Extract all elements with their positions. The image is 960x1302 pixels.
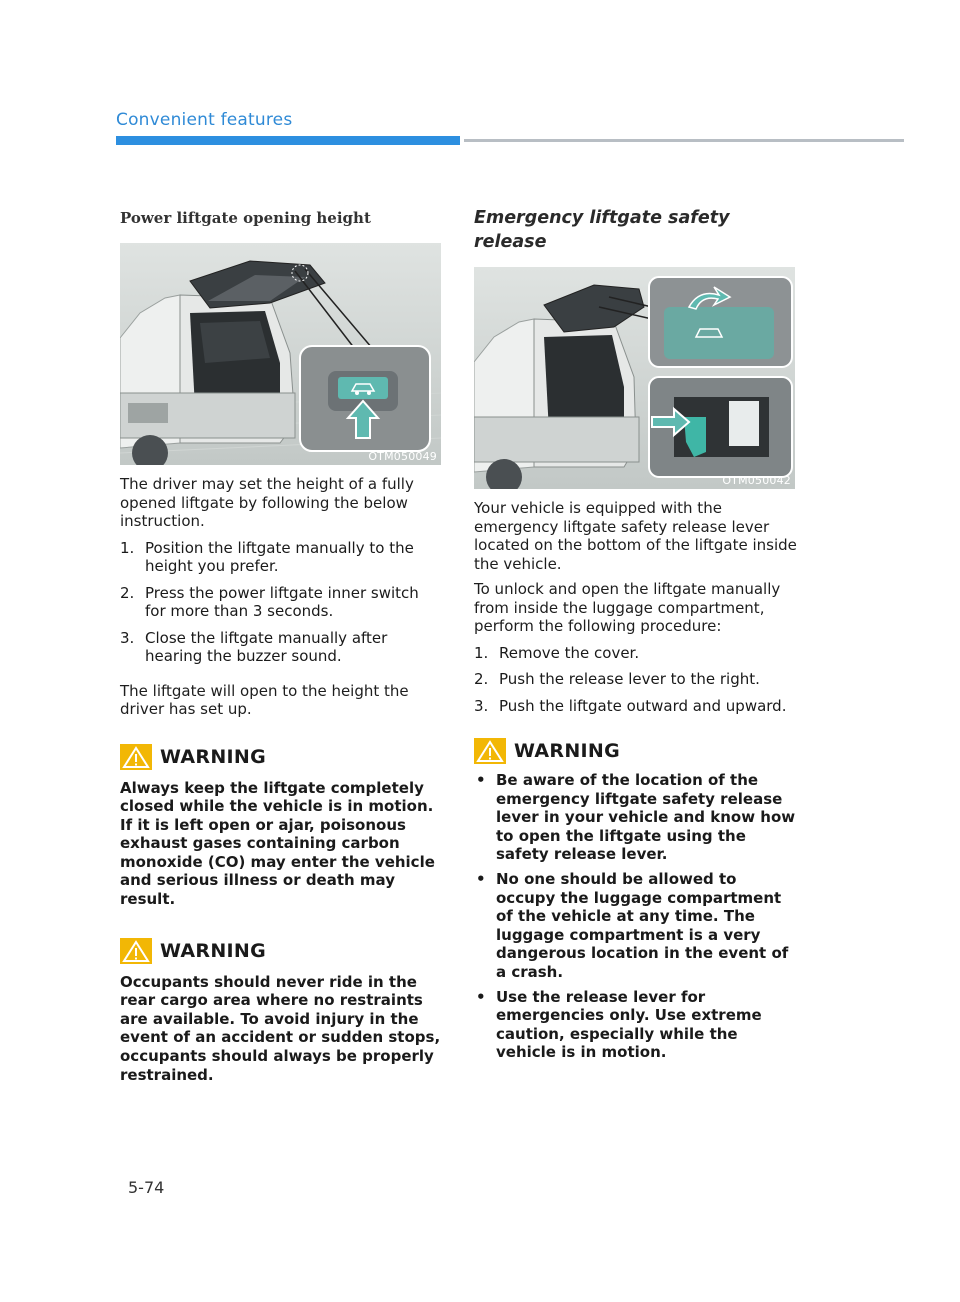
list-item: 1. Position the liftgate manually to the height you prefer. bbox=[120, 538, 414, 575]
header-accent-bar bbox=[116, 136, 460, 145]
warning-block bbox=[120, 937, 444, 1085]
warning-icon bbox=[474, 738, 506, 764]
outro-text: The liftgate will open to the height the driver has set up. bbox=[120, 681, 409, 718]
intro-text: Your vehicle is equipped with the emergency liftgate safety release lever located on the bottom of the liftgate inside the vehicle. bbox=[474, 499, 797, 573]
warning-text: Always keep the liftgate completely closed while the vehicle is in motion. If it is left open or ajar, poisonous exhaust gases containing carbon monoxide (CO) may enter the vehicle and serious illness or death may result. bbox=[120, 778, 435, 909]
list-item: • Be aware of the location of the emergency liftgate safety release lever in your vehicle and know how to open the liftgate using the safety release lever. bbox=[476, 771, 796, 864]
liftgate-height-illustration bbox=[120, 243, 441, 465]
emergency-release-illustration bbox=[474, 267, 795, 489]
warning-block bbox=[474, 737, 798, 1062]
steps-list bbox=[120, 539, 444, 666]
warning-title: WARNING bbox=[514, 740, 621, 762]
list-item: 1. Remove the cover. bbox=[474, 643, 640, 662]
right-column bbox=[474, 206, 798, 1068]
list-item: 2. Push the release lever to the right. bbox=[474, 670, 760, 688]
warning-title: WARNING bbox=[160, 939, 267, 962]
list-item: 3. Close the liftgate manually after hearing the buzzer sound. bbox=[120, 628, 388, 665]
page-number: 5-74 bbox=[128, 1178, 165, 1197]
intro-text-2: To unlock and open the liftgate manually from inside the luggage compartment, perform the following procedure: bbox=[474, 580, 781, 635]
warning-bullets bbox=[474, 771, 798, 1062]
list-item: • Use the release lever for emergencies only. Use extreme caution, especially while the vehicle is in motion. bbox=[476, 987, 762, 1062]
figure-code: OTM050049 bbox=[368, 450, 437, 463]
header-rule bbox=[464, 139, 904, 142]
section-title: Convenient features bbox=[116, 110, 293, 130]
list-item: 3. Push the liftgate outward and upward. bbox=[474, 696, 787, 715]
figure-code: OTM050042 bbox=[722, 474, 791, 487]
left-column bbox=[120, 206, 444, 1084]
list-item: 2. Press the power liftgate inner switch for more than 3 seconds. bbox=[120, 583, 419, 620]
intro-text: The driver may set the height of a fully opened liftgate by following the below instruction. bbox=[120, 475, 414, 530]
warning-icon bbox=[120, 744, 152, 770]
steps-list bbox=[474, 644, 798, 716]
list-item: • No one should be allowed to occupy the luggage compartment of the vehicle at any time. The luggage compartment is a very dangerous location in the event of a crash. bbox=[476, 869, 789, 981]
section-heading: Emergency liftgate safety release bbox=[474, 208, 730, 252]
section-heading: Power liftgate opening height bbox=[120, 209, 371, 227]
warning-text: Occupants should never ride in the rear cargo area where no restraints are available. To avoid injury in the event of an accident or sudden stops, occupants should always be properly restrained. bbox=[120, 972, 441, 1084]
warning-block bbox=[120, 743, 444, 909]
warning-icon bbox=[120, 938, 152, 964]
warning-title: WARNING bbox=[160, 745, 267, 768]
